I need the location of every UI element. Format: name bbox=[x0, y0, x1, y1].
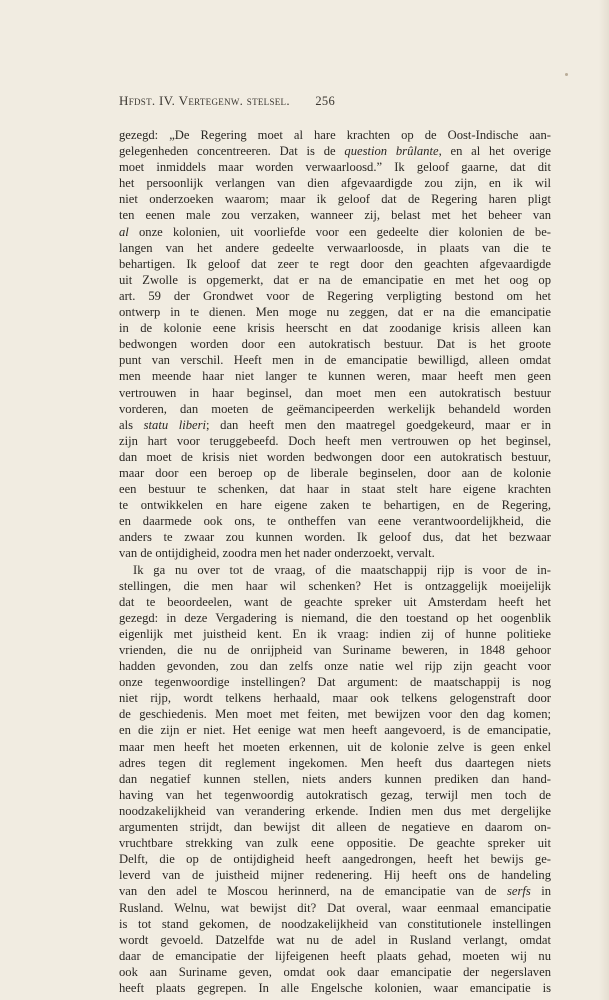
text-line: zijn hart voor teruggebeefd. Doch heeft men vertrouwen op het beginsel, bbox=[119, 433, 551, 448]
text-line: dan negatief kunnen stellen, niets anders kunnen prediken dan hand- bbox=[119, 771, 551, 786]
text-line: Ik ga nu over tot de vraag, of die maatschappij rijp is voor de in- bbox=[133, 562, 551, 577]
text-line: dan moet de krisis niet worden bedwongen door een autokratisch bestuur, bbox=[119, 449, 551, 464]
text-line: moet inmiddels maar worden verwaarloosd.” Ik geloof gaarne, dat dit bbox=[119, 160, 551, 175]
text-line: art. 59 der Grondwet voor de Regering verpligting bestond om het bbox=[119, 288, 551, 303]
text-line: wordt gevoeld. Datzelfde wat nu de adel in Rusland verlangt, omdat bbox=[119, 932, 551, 947]
text-line: in de kolonie eene krisis heerscht en dat zoodanige krisis alleen kan bbox=[119, 321, 551, 336]
text-line: daar de emancipatie der lijfeigenen heeft plaats gehad, moeten wij nu bbox=[119, 948, 551, 963]
text-line: maar door een beroep op de liberale beginselen, door aan de kolonie bbox=[119, 465, 551, 480]
text-line: heeft plaats gegrepen. In alle Engelsche kolonien, waar emancipatie is bbox=[119, 980, 551, 995]
text-line: het persoonlijk verlangen van dien afgevaardigde zou zijn, en ik wil bbox=[119, 176, 551, 191]
text-line: van den adel te Moscou herinnerd, na de emancipatie van de serfs in bbox=[119, 884, 551, 899]
text-line: behartigen. Ik geloof dat zeer te regt door den geachten afgevaardigde bbox=[119, 256, 551, 271]
text-line: ten eenen male zou verzaken, wanneer zij, belast met het beheer van bbox=[119, 208, 551, 223]
text-line: niet rijp, wordt telkens herhaald, maar ook telkens gelogenstraft door bbox=[119, 691, 551, 706]
text-line: anders te zwaar zou kunnen worden. Ik geloof dus, dat het bezwaar bbox=[119, 530, 551, 545]
text-line: te ontwikkelen en hare eigene zaken te behartigen, en de Regering, bbox=[119, 498, 551, 513]
paper-speck bbox=[565, 73, 568, 76]
text-line: is tot stand gekomen, de noodzakelijkheid van constitutionele instellingen bbox=[119, 916, 551, 931]
text-line: maar men heeft het moeten erkennen, uit de kolonie zelve is geen enkel bbox=[119, 739, 551, 754]
text-line: Delft, die op de ontijdigheid heeft aangedrongen, heeft het bewijs ge- bbox=[119, 852, 551, 867]
text-line: stellingen, die men haar wil schenken? Het is ontzaggelijk moeijelijk bbox=[119, 578, 551, 593]
text-line: onze tegenwoordige instellingen? Dat argument: de maatschappij is nog bbox=[119, 675, 551, 690]
text-line: ontwerp in te dienen. Men moge nu zeggen, dat er na die emancipatie bbox=[119, 305, 551, 320]
text-line: noodzakelijkheid van verandering erkende. Indien men dus met dergelijke bbox=[119, 803, 551, 818]
text-line: vorderen, dan moeten de geëmancipeerden werkelijk behandeld worden bbox=[119, 401, 551, 416]
text-line: dat te beoordeelen, want de geachte spreker uit Amsterdam heeft het bbox=[119, 594, 551, 609]
text-line: en daarmede ook ons, te ontheffen van eene verantwoordelijkheid, die bbox=[119, 514, 551, 529]
text-line: al onze kolonien, uit voorliefde voor een gedeelte dier kolonien de be- bbox=[119, 224, 551, 239]
text-line: leverd van de juistheid mijner redenering. Hij heeft ons de handeling bbox=[119, 868, 551, 883]
text-line: en die zijn er niet. Het eenige wat men heeft aangevoerd, is de emancipatie, bbox=[119, 723, 551, 738]
text-line: having van het tegenwoordig autokratisch gezag, terwijl men toch de bbox=[119, 787, 551, 802]
text-line: adres tegen dit reglement ingekomen. Men heeft dus daartegen niets bbox=[119, 755, 551, 770]
text-line: gezegd: „De Regering moet al hare krachten op de Oost-Indische aan- bbox=[119, 128, 551, 142]
text-line: ook aan Suriname geven, omdat ook daar emancipatie der negerslaven bbox=[119, 964, 551, 979]
text-line: uit Zwolle is opgemerkt, dat er na de emancipatie en met het oog op bbox=[119, 272, 551, 287]
text-line: de geschiedenis. Men moet met feiten, met bewijzen voor den dag komen; bbox=[119, 707, 551, 722]
text-line: bedwongen worden door een autokratisch bestuur. Dat is het groote bbox=[119, 337, 551, 352]
text-line: argumenten strijdt, dan bewijst dit alleen de negatieve en daarom on- bbox=[119, 820, 551, 835]
text-line: men meende haar niet langer te kunnen weren, maar heeft men geen bbox=[119, 369, 551, 384]
header-chapter: Hfdst. IV. bbox=[119, 93, 176, 108]
text-line: als statu liberi; dan heeft men den maatregel goedgekeurd, maar er in bbox=[119, 417, 551, 432]
text-line: gelegenheden concentreeren. Dat is de question brûlante, en al het overige bbox=[119, 144, 551, 159]
text-line: langen van het andere gedeelte verwaarloosde, in plaats van die te bbox=[119, 240, 551, 255]
text-line: punt van verschil. Heeft men in de emancipatie bewilligd, alleen omdat bbox=[119, 353, 551, 368]
page-edge-shadow bbox=[599, 0, 609, 1000]
header-section: Vertegenw. stelsel. bbox=[178, 93, 290, 108]
text-line: gezegd: in deze Vergadering is niemand, die den toestand op het oogenblik bbox=[119, 610, 551, 625]
text-line: vrienden, die nu de onrijpheid van Suriname beweren, in 1848 gehoor bbox=[119, 643, 551, 657]
text-line: hadden gevonden, zou dan zelfs onze natie wel rijp zijn geacht voor bbox=[119, 659, 551, 674]
text-line: vertrouwen in haar beginsel, dan moet men een autokratisch bestuur bbox=[119, 385, 551, 400]
body-text bbox=[119, 127, 551, 996]
text-line: vruchtbare strekking van zulk eene oppositie. De geachte spreker uit bbox=[119, 836, 551, 851]
page-number: 256 bbox=[315, 94, 336, 108]
text-line: van de ontijdigheid, zoodra men het nader onderzoekt, vervalt. bbox=[119, 546, 435, 561]
text-line: eigenlijk met juistheid kent. En ik vraag: indien zij of hunne politieke bbox=[119, 626, 551, 641]
text-line: een bestuur te schenken, dat haar in staat stelt hare eigene krachten bbox=[119, 482, 551, 497]
text-line: Rusland. Welnu, wat bewijst dit? Dat overal, waar eenmaal emancipatie bbox=[119, 900, 551, 915]
text-line: niet onderzoeken waarom; maar ik geloof dat de Regering haren pligt bbox=[119, 192, 551, 207]
running-header bbox=[119, 93, 479, 113]
